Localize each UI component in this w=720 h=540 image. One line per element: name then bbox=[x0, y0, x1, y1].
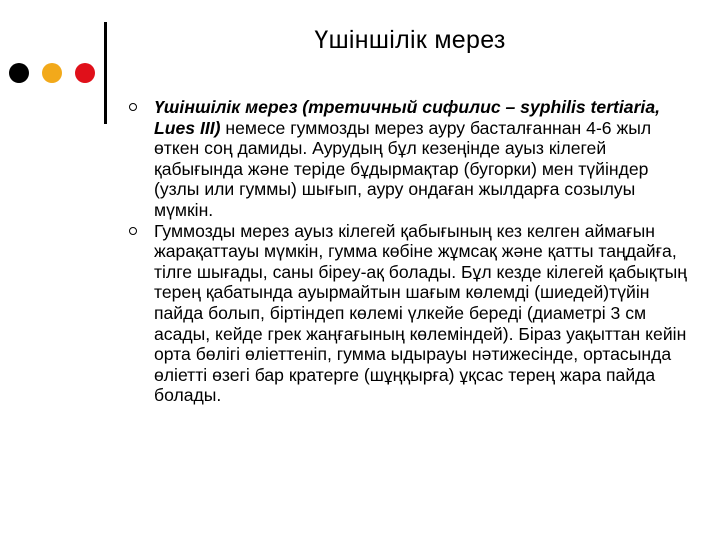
bullet-text: немесе гуммозды мерез ауру басталғаннан 4-6 жыл өткен соң дамиды. Аурудың бұл кезеңінде ауыз кілегей қабығында және теріде бұдырмақтар (бугорки) мен түйіндер (узлы или гуммы) шығып, ауру ондаған жылдарға созылуы мүмкін. bbox=[154, 117, 652, 220]
bullet-icon bbox=[129, 103, 137, 111]
slide-title: Үшіншілік мерез bbox=[314, 26, 506, 54]
bullet-item bbox=[128, 97, 698, 221]
slide-content bbox=[128, 97, 698, 406]
vertical-divider bbox=[104, 22, 107, 124]
bullet-item bbox=[128, 221, 698, 406]
dot-orange bbox=[42, 63, 62, 83]
bullet-bold-text: Үшіншілік мерез (третичный сифилис – syphilis tertiaria, Lues III) bbox=[154, 97, 660, 138]
dot-black bbox=[9, 63, 29, 83]
bullet-text: Гуммозды мерез ауыз кілегей қабығының кез келген аймағын жарақаттауы мүмкін, гумма көбіне жұмсақ және қатты таңдайға, тілге шығады, саны біреу-ақ болады. Бұл кезде кілегей қабықтың терең қабатында ауырмайтын шағым көлемді (шиедей)түйін пайда болып, біртіндеп көлемі үлкейе береді (диаметрі 3 см асады, кейде грек жаңғағының көлеміндей). Біраз уақыттан кейін орта бөлігі өлiеттеніп, гумма ыдырауы нәтижесінде, ортасында өлiетті өзегі бар кратерге (шұңқырға) ұқсас терең жара пайда болады. bbox=[154, 220, 687, 406]
dot-red bbox=[75, 63, 95, 83]
decorative-dots bbox=[9, 63, 95, 83]
bullet-icon bbox=[129, 227, 137, 235]
